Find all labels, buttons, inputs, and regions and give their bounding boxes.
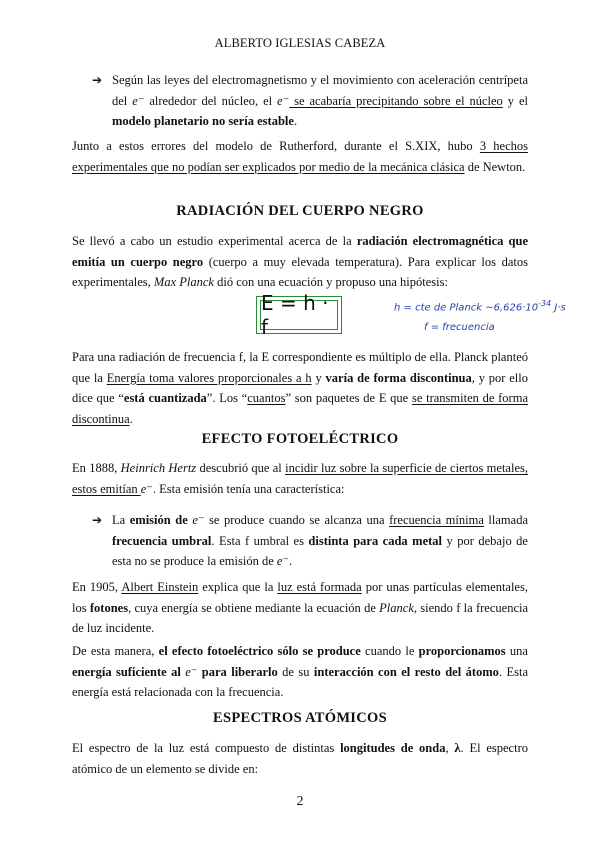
underlined-text: se transmiten de forma discontinua (72, 391, 528, 426)
handwritten-planck-constant (394, 299, 566, 313)
page-header-author: ALBERTO IGLESIAS CABEZA (214, 36, 386, 50)
electron-symbol: e⁻ (277, 93, 290, 108)
bold-text: modelo planetario no sería estable (112, 114, 294, 128)
text-span: La (112, 513, 130, 527)
paragraph-black-body (72, 231, 528, 293)
italic-text: Max Planck (153, 275, 214, 289)
bold-text: emisión de (129, 513, 193, 527)
text-span: ”. Los “ (206, 391, 248, 405)
text-span: de su (277, 664, 314, 679)
italic-text: Heinrich Hertz (120, 461, 197, 475)
text-span: explica que la (198, 580, 278, 594)
hand-exponent: -34 (538, 299, 552, 308)
paragraph-einstein (72, 577, 528, 639)
underlined-text: cuantos (247, 391, 286, 405)
bold-text: energía suficiente al (72, 664, 186, 679)
hand-unit: J·s (551, 302, 566, 314)
hand-text: h = cte de Planck ~6,626·10 (394, 302, 539, 314)
text-span: . (293, 114, 298, 128)
text-span: . El espectro atómico de un elemento se divide en: (72, 741, 528, 776)
underlined-text: luz está formada (277, 580, 362, 594)
arrow-bullet-icon: ➔ (92, 73, 103, 87)
text-span: Junto a estos errores del modelo de Rutherford, durante el S.XIX, hubo (72, 139, 480, 153)
bold-text: distinta para cada metal (308, 533, 443, 548)
paragraph-rutherford-errors (72, 136, 528, 177)
text-span: El espectro de la luz está compuesto de distintas (72, 741, 341, 755)
electron-symbol: e⁻ (132, 93, 145, 108)
text-span: alrededor del núcleo, el (144, 93, 278, 108)
underlined-text: 3 hechos experimentales que no podían ser explicados por medio de la mecánica clásica (72, 139, 528, 174)
bullet-threshold-frequency (112, 510, 528, 572)
text-span: dió con una ecuación y propuso una hipótesis: (213, 275, 448, 289)
bold-text: varía de forma discontinua (325, 370, 472, 385)
planck-formula: E = h · f (260, 300, 338, 330)
text-span: , (445, 741, 455, 755)
bold-text: proporcionamos (418, 644, 506, 658)
paragraph-photoelectric-condition (72, 641, 528, 703)
text-span: . Esta energía está relacionada con la frecuencia. (72, 664, 529, 699)
text-span: se produce cuando se alcanza una (204, 513, 390, 527)
section-title-photoelectric: EFECTO FOTOELÉCTRICO (201, 431, 399, 447)
text-span: En 1905, (72, 580, 122, 594)
text-span: . (129, 411, 133, 426)
text-span: por unas partículas elementales, los (72, 580, 528, 615)
text-span: . (289, 554, 293, 568)
italic-text: Planck (379, 600, 414, 615)
electron-symbol: e⁻ (276, 554, 290, 568)
text-span: Para una radiación de frecuencia f, la E correspondiente es múltiplo de ella. Planck planteó que la (72, 350, 528, 385)
text-span: descubrió que al (196, 461, 286, 475)
underlined-text: frecuencia mínima (389, 513, 484, 527)
paragraph-hertz (72, 458, 528, 499)
bullet-rutherford-instability (112, 70, 528, 132)
paragraph-spectrum (72, 738, 528, 779)
text-span: y por debajo de esta no se produce la emisión de (112, 533, 528, 568)
underlined-text: se acabaría precipitando sobre el núcleo (289, 93, 503, 108)
bold-text: interacción con el resto del átomo (313, 664, 499, 679)
arrow-bullet-icon: ➔ (92, 513, 103, 527)
electron-symbol: e⁻ (185, 664, 198, 679)
electron-symbol: e⁻ (140, 481, 153, 496)
text-span: , siendo f la frecuencia de luz incidente. (72, 600, 529, 635)
text-span: llamada (483, 513, 528, 527)
text-span: una (505, 644, 528, 658)
bold-text: radiación electromagnética que emitía un cuerpo negro (72, 234, 528, 269)
text-span: de Newton. (464, 159, 526, 174)
section-title-black-body: RADIACIÓN DEL CUERPO NEGRO (176, 203, 424, 219)
text-span: Se llevó a cabo un estudio experimental acerca de la (72, 234, 357, 248)
planck-formula-box (256, 291, 342, 339)
bold-text: el efecto fotoeléctrico sólo se produce (158, 644, 361, 658)
text-span: , y por ello dice que “ (72, 370, 528, 405)
bold-text: para liberarlo (197, 664, 278, 679)
text-span: ” son paquetes de E que (285, 391, 412, 405)
paragraph-quantization (72, 347, 528, 429)
bold-text: frecuencia umbral (112, 533, 212, 548)
page-number: 2 (296, 794, 304, 809)
text-span: En 1888, (72, 461, 121, 475)
underlined-text: Energía toma valores proporcionales a h (106, 370, 312, 385)
electron-symbol: e⁻ (192, 513, 205, 527)
underlined-text: incidir luz sobre la superficie de ciertos metales, estos emitían (72, 461, 528, 496)
text-span: Según las leyes del electromagnetismo y el movimiento con aceleración centrípeta del (112, 73, 528, 108)
section-title-atomic-spectra: ESPECTROS ATÓMICOS (213, 710, 387, 726)
text-span: De esta manera, (72, 644, 159, 658)
bold-text: longitudes de onda (340, 741, 446, 755)
text-span: cuando le (360, 644, 419, 658)
text-span: (cuerpo a muy elevada temperatura). Para explicar los datos experimentales, (72, 254, 528, 289)
text-span: . Esta f umbral es (211, 533, 309, 548)
text-span: y (311, 370, 326, 385)
bold-text: está cuantizada (123, 391, 207, 405)
underlined-text: Albert Einstein (121, 580, 199, 594)
lambda-symbol: λ (454, 741, 461, 755)
text-span: , cuya energía se obtiene mediante la ecuación de (128, 600, 380, 615)
text-span: . Esta emisión tenía una característica: (152, 481, 345, 496)
bold-text: fotones (89, 600, 129, 615)
text-span: y el (502, 93, 528, 108)
handwritten-frequency: f = frecuencia (424, 322, 495, 333)
